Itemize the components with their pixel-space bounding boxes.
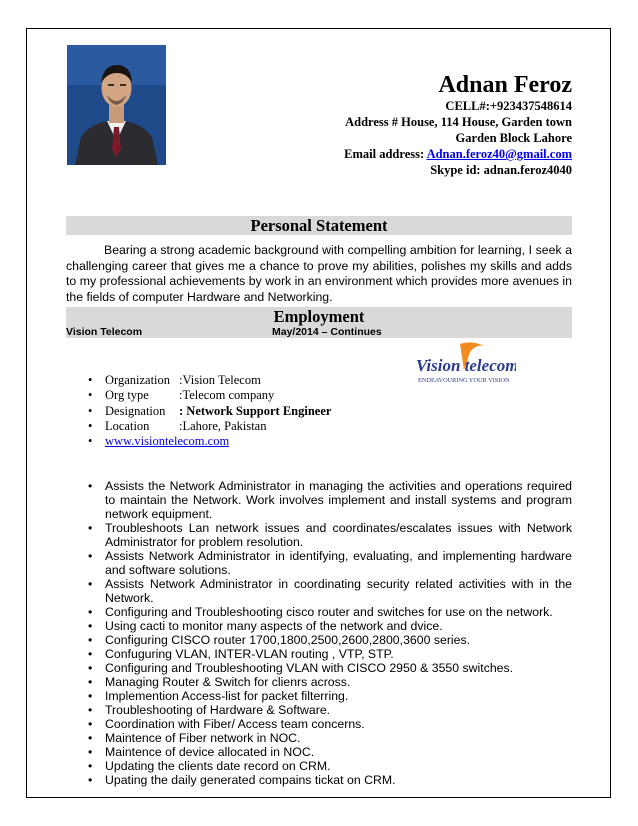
employment-dates: May/2014 – Continues	[272, 326, 382, 338]
address-line-2: Garden Block Lahore	[455, 131, 572, 145]
duty-item: • Coordination with Fiber/ Access team concerns.	[88, 717, 572, 731]
detail-website	[88, 434, 331, 449]
detail-value: :Telecom company	[179, 388, 275, 403]
logo-tagline: ENDEAVOURING YOUR VISION	[418, 377, 510, 384]
employment-heading: Employment	[273, 307, 365, 326]
duties-list	[88, 479, 572, 787]
profile-photo	[67, 45, 166, 165]
duty-item: • Configuring CISCO router 1700,1800,2500,2600,2800,3600 series.	[88, 633, 572, 647]
duty-item: • Implemention Access-list for packet filterring.	[88, 689, 572, 703]
duty-item: • Configuring and Troubleshooting cisco router and switches for use on the network.	[88, 605, 572, 619]
detail-location	[88, 419, 331, 434]
employment-details-list	[88, 373, 331, 449]
cell-number: CELL#:+923437548614	[445, 99, 572, 113]
duty-item: • Managing Router & Switch for clienrs across.	[88, 675, 572, 689]
detail-key: Designation	[105, 403, 166, 418]
employer-name: Vision Telecom	[66, 326, 143, 338]
email-label: Email address:	[344, 147, 425, 161]
duty-item: • Upating the daily generated compains tickat on CRM.	[88, 773, 572, 787]
detail-organization	[88, 373, 331, 388]
skype-id: Skype id: adnan.feroz4040	[430, 163, 572, 177]
duty-item: • Updating the clients date record on CRM.	[88, 759, 572, 773]
company-logo	[414, 338, 516, 388]
logo-brand-text: Vision telecom	[416, 356, 516, 375]
duty-item: • Assists Network Administrator in identifying, evaluating, and implementing hardware and software solutions.	[88, 549, 572, 577]
employment-bar	[66, 307, 572, 338]
detail-org-type	[88, 388, 331, 403]
duty-item: • Assists the Network Administrator in managing the activities and operations required to maintain the Network. Work involves implement and install systems and program network equipment.	[88, 479, 572, 521]
personal-statement-bar	[66, 216, 572, 235]
duty-item: • Maintence of device allocated in NOC.	[88, 745, 572, 759]
personal-statement-text: Bearing a strong academic background with compelling ambition for learning, I seek a challenging career that gives me a chance to prove my abilities, polishes my skills and adds to my professional achievements by work in an environment which provides more avenues in the fields of computer Hardware and Networking.	[66, 243, 572, 304]
email-line	[344, 146, 572, 162]
address-line-1: Address # House, 114 House, Garden town	[345, 115, 572, 129]
contact-header	[344, 72, 572, 178]
detail-designation	[88, 404, 331, 419]
company-website-link[interactable]: www.visiontelecom.com	[105, 434, 230, 449]
duty-item: • Maintence of Fiber network in NOC.	[88, 731, 572, 745]
duty-item: • Confuguring VLAN, INTER-VLAN routing , VTP, STP.	[88, 647, 572, 661]
detail-value: : Network Support Engineer	[179, 403, 332, 418]
email-link[interactable]: Adnan.feroz40@gmail.com	[426, 147, 572, 161]
personal-statement-heading: Personal Statement	[250, 216, 388, 235]
duty-item: • Assists Network Administrator in coordinating security related activities with in the Network.	[88, 577, 572, 605]
duty-item: • Configuring and Troubleshooting VLAN with CISCO 2950 & 3550 switches.	[88, 661, 572, 675]
duty-item: • Troubleshoots Lan network issues and coordinates/escalates issues with Network Administrator for problem resolution.	[88, 521, 572, 549]
duty-item: • Troubleshooting of Hardware & Software.	[88, 703, 572, 717]
detail-key: Location	[105, 418, 150, 433]
detail-key: Org type	[105, 388, 149, 403]
candidate-name: Adnan Feroz	[438, 72, 572, 98]
detail-key: Organization	[105, 373, 171, 387]
detail-value: :Lahore, Pakistan	[179, 418, 267, 433]
detail-value: :Vision Telecom	[179, 373, 261, 387]
duty-item: • Using cacti to monitor many aspects of the network and dvice.	[88, 619, 572, 633]
